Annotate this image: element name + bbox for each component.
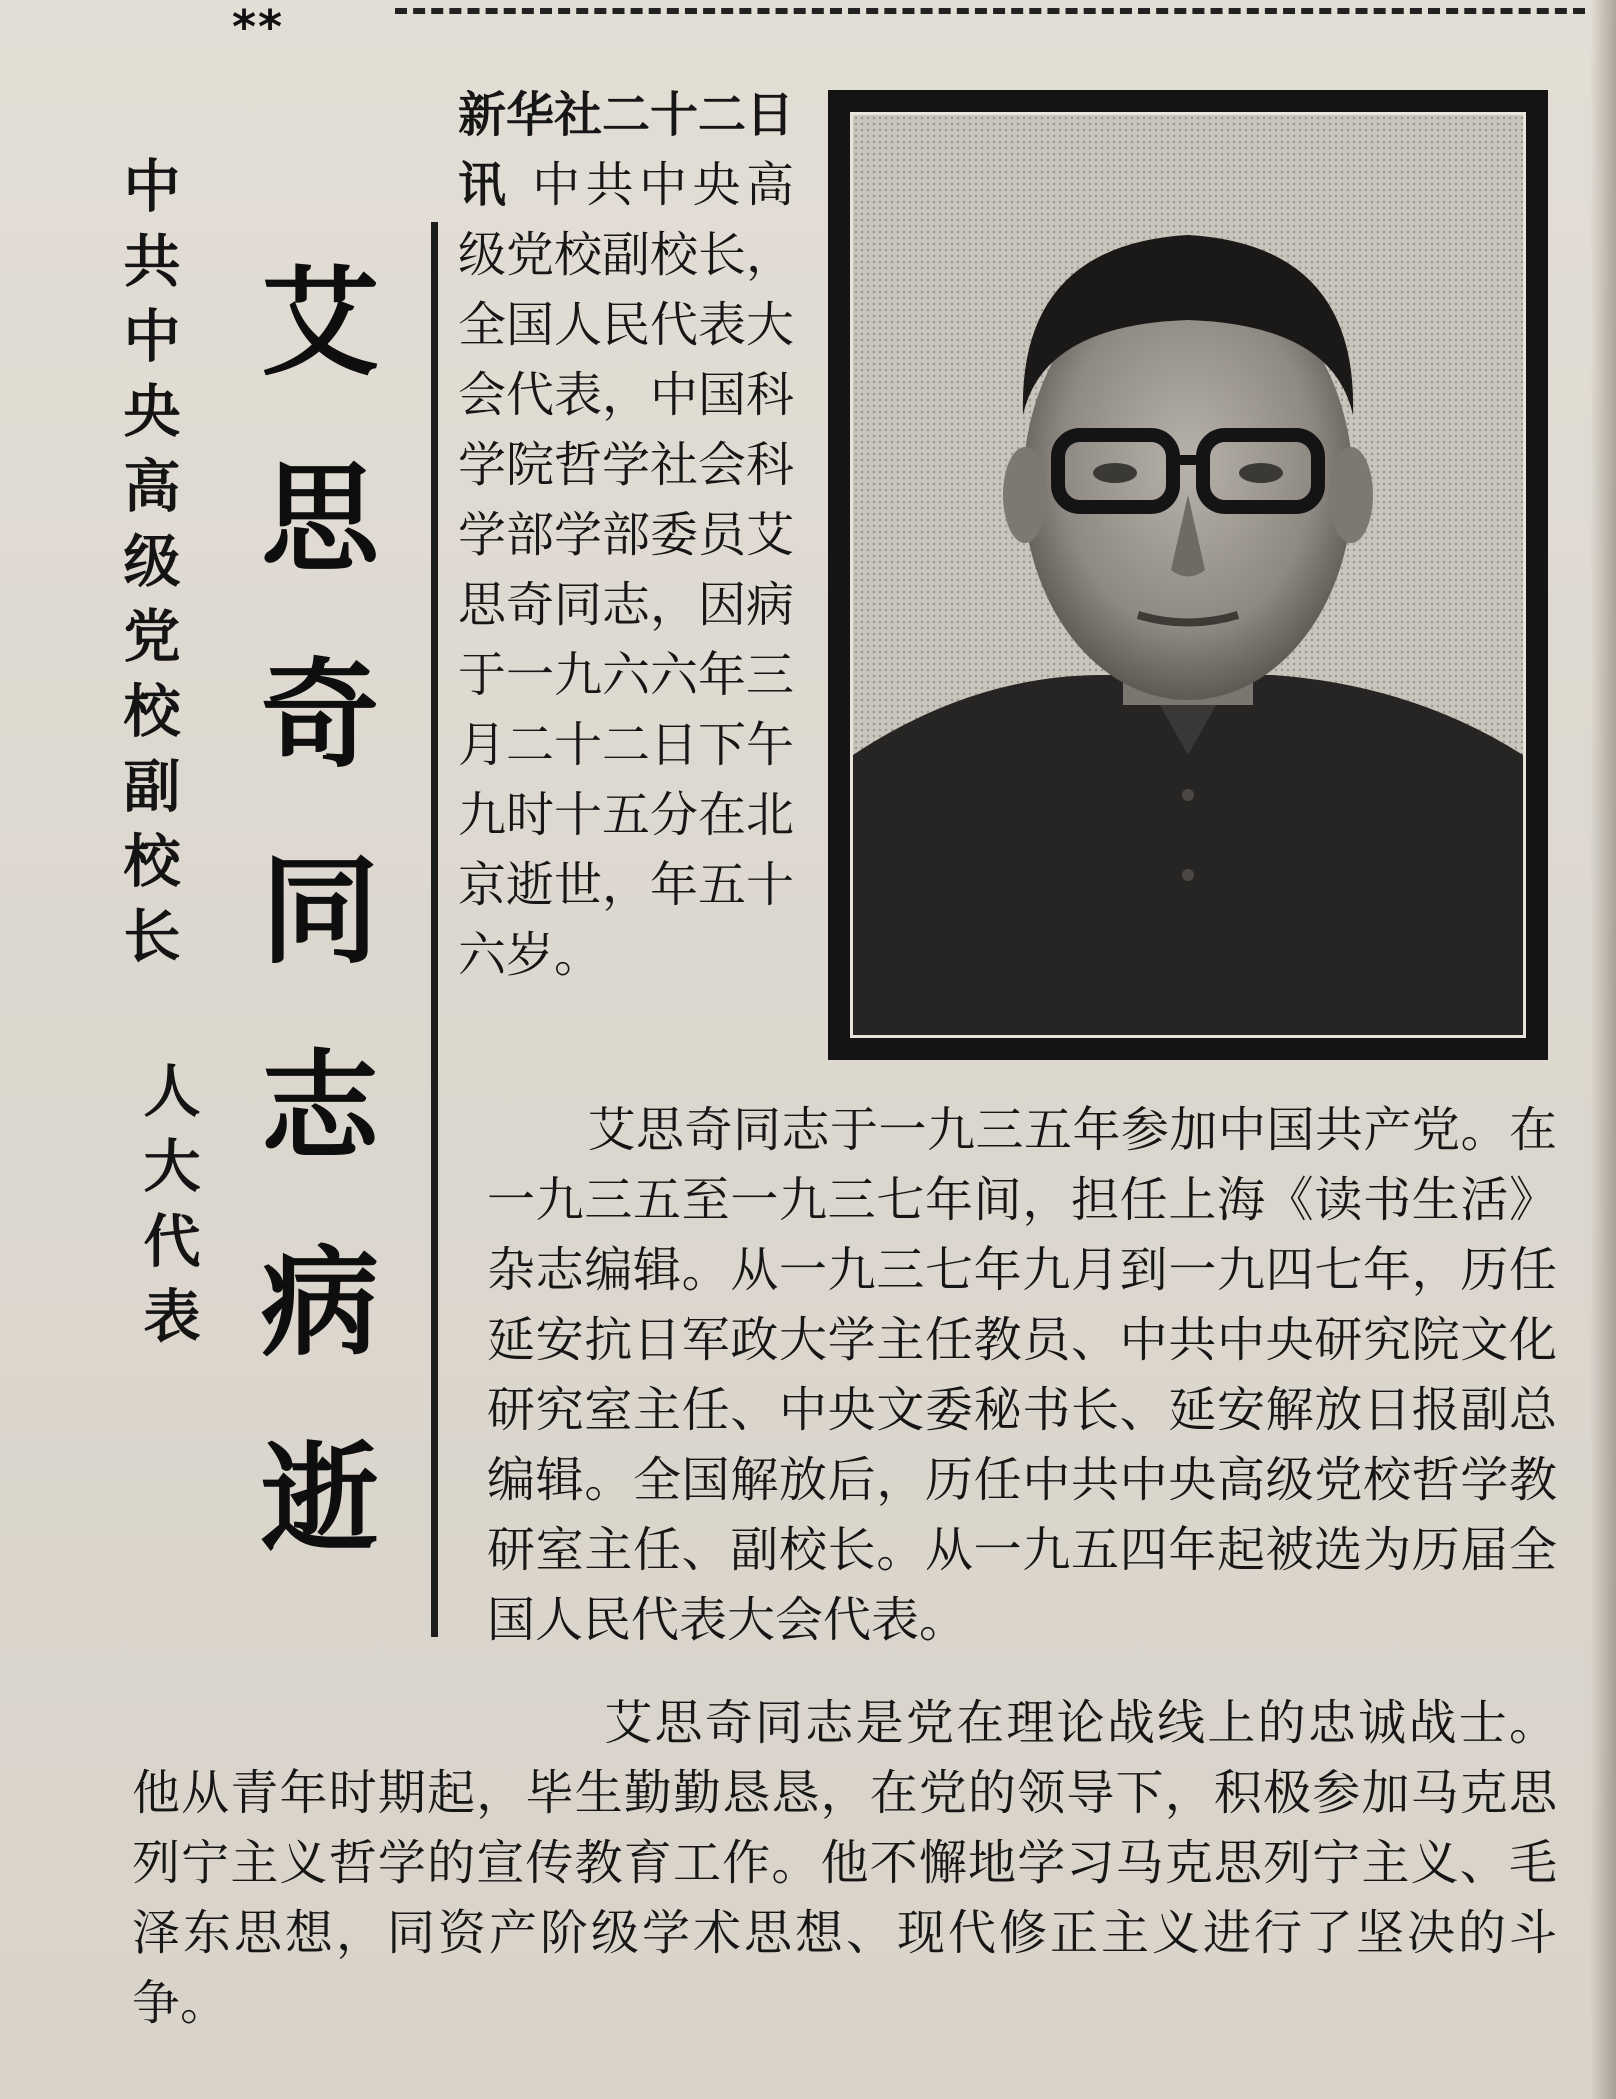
article-paragraph-1 bbox=[458, 80, 794, 990]
portrait-photo bbox=[850, 112, 1526, 1038]
subtitle-position: 中共中央高级党校副校长 bbox=[123, 154, 181, 970]
headline: 艾思奇同志病逝 bbox=[260, 254, 379, 1568]
article-paragraph-2 bbox=[487, 1095, 1557, 1655]
page-edge-shadow bbox=[1590, 0, 1616, 2099]
article-paragraph-2-text: 艾思奇同志于一九三五年参加中国共产党。在一九三五至一九三七年间，担任上海《读书生活》杂志编辑。从一九三七年九月到一九四七年，历任延安抗日军政大学主任教员、中共中央研究院文化研究室主任、中央文委秘书长、延安解放日报副总编辑。全国解放后，历任中共中央高级党校哲学教研室主任、副校长。从一九五四年起被选为历届全国人民代表大会代表。 bbox=[487, 1102, 1557, 1648]
section-stars: ** bbox=[232, 0, 285, 54]
article-paragraph-3-text: 艾思奇同志是党在理论战线上的忠诚战士。他从青年时期起，毕生勤勤恳恳，在党的领导下，积极参加马克思列宁主义哲学的宣传教育工作。他不懈地学习马克思列宁主义、毛泽东思想，同资产阶级学术思想、现代修正主义进行了坚决的斗争。 bbox=[132, 1695, 1557, 2031]
article-dateline: 新华社二十二日讯 bbox=[458, 87, 795, 213]
headline-rule bbox=[431, 222, 438, 1637]
portrait-illustration bbox=[853, 115, 1523, 1035]
portrait-photo-frame bbox=[828, 90, 1548, 1060]
article-paragraph-3 bbox=[132, 1688, 1557, 2038]
subtitle-role: 人大代表 bbox=[143, 1059, 201, 1350]
top-dashed-rule bbox=[395, 8, 1585, 14]
article-paragraph-1-text: 中共中央高级党校副校长，全国人民代表大会代表，中国科学院哲学社会科学部学部委员艾思奇同志，因病于一九六六年三月二十二日下午九时十五分在北京逝世，年五十六岁。 bbox=[458, 157, 795, 983]
